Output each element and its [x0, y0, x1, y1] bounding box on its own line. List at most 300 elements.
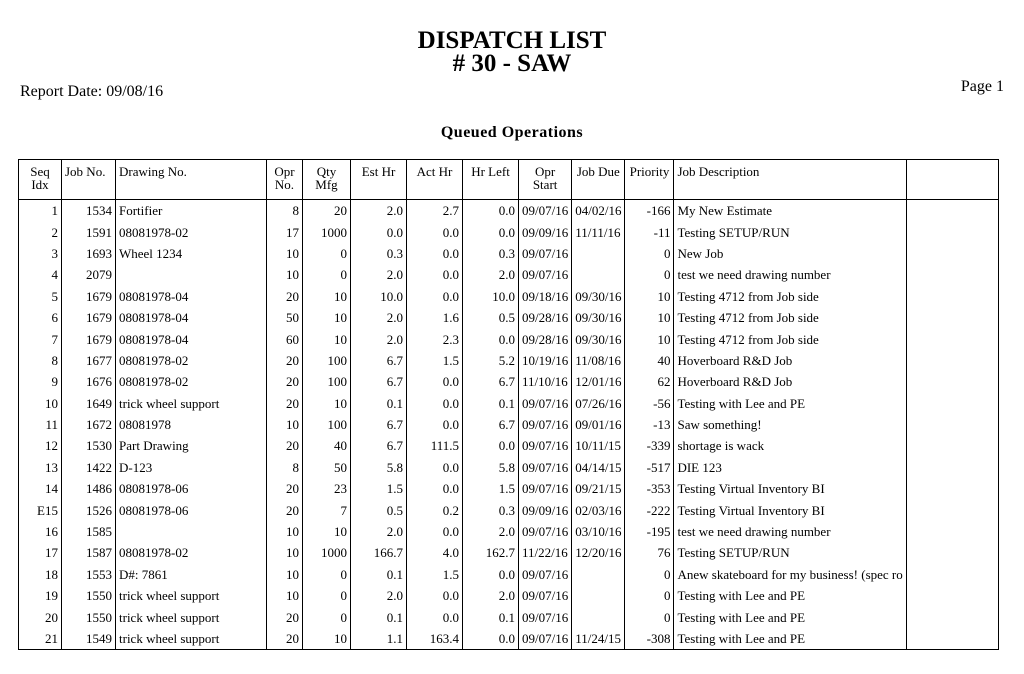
cell-job-due: [572, 606, 625, 627]
cell-act-hr: 0.0: [407, 606, 463, 627]
cell-qty-mfg: 100: [303, 350, 351, 371]
cell-est-hr: 1.1: [351, 628, 407, 650]
cell-extra: [906, 414, 998, 435]
cell-seq-idx: 17: [19, 542, 62, 563]
cell-job-description: DIE 123: [674, 457, 906, 478]
cell-est-hr: 166.7: [351, 542, 407, 563]
cell-job-description: Testing with Lee and PE: [674, 393, 906, 414]
cell-qty-mfg: 1000: [303, 542, 351, 563]
table-row: [19, 542, 999, 563]
cell-opr-start: 09/07/16: [519, 585, 572, 606]
cell-est-hr: 0.1: [351, 564, 407, 585]
cell-seq-idx: 1: [19, 200, 62, 222]
table-row: [19, 264, 999, 285]
cell-priority: 62: [625, 371, 674, 392]
cell-opr-no: 20: [267, 350, 303, 371]
cell-job-no: 1549: [62, 628, 116, 650]
cell-opr-no: 20: [267, 393, 303, 414]
cell-act-hr: 1.5: [407, 564, 463, 585]
cell-priority: 76: [625, 542, 674, 563]
header-extra: [906, 160, 998, 200]
cell-qty-mfg: 1000: [303, 221, 351, 242]
cell-extra: [906, 307, 998, 328]
cell-job-no: 1530: [62, 435, 116, 456]
cell-qty-mfg: 0: [303, 564, 351, 585]
cell-opr-no: 10: [267, 542, 303, 563]
cell-act-hr: 163.4: [407, 628, 463, 650]
cell-opr-start: 09/07/16: [519, 200, 572, 222]
cell-priority: 0: [625, 264, 674, 285]
cell-qty-mfg: 0: [303, 264, 351, 285]
cell-qty-mfg: 7: [303, 499, 351, 520]
cell-seq-idx: 21: [19, 628, 62, 650]
table-row: [19, 243, 999, 264]
cell-opr-start: 09/07/16: [519, 435, 572, 456]
cell-job-description: Testing with Lee and PE: [674, 606, 906, 627]
cell-job-description: Testing 4712 from Job side: [674, 307, 906, 328]
cell-hr-left: 2.0: [463, 585, 519, 606]
cell-est-hr: 2.0: [351, 585, 407, 606]
table-body: [19, 200, 999, 650]
cell-est-hr: 2.0: [351, 307, 407, 328]
table-row: [19, 393, 999, 414]
cell-opr-no: 10: [267, 414, 303, 435]
cell-job-no: 1534: [62, 200, 116, 222]
table-row: [19, 564, 999, 585]
cell-hr-left: 0.1: [463, 393, 519, 414]
cell-drawing-no: D#: 7861: [116, 564, 267, 585]
header-hr-left: Hr Left: [463, 160, 519, 200]
cell-job-due: 10/11/15: [572, 435, 625, 456]
cell-extra: [906, 328, 998, 349]
cell-opr-start: 11/22/16: [519, 542, 572, 563]
cell-hr-left: 0.0: [463, 200, 519, 222]
cell-seq-idx: 19: [19, 585, 62, 606]
header-act-hr: Act Hr: [407, 160, 463, 200]
dispatch-table: [18, 159, 999, 650]
cell-hr-left: 0.0: [463, 221, 519, 242]
section-title: Queued Operations: [440, 124, 584, 141]
header-drawing-no: Drawing No.: [116, 160, 267, 200]
cell-opr-no: 20: [267, 478, 303, 499]
cell-est-hr: 0.5: [351, 499, 407, 520]
cell-job-due: [572, 585, 625, 606]
cell-opr-no: 20: [267, 286, 303, 307]
cell-act-hr: 2.7: [407, 200, 463, 222]
table-row: [19, 457, 999, 478]
cell-opr-no: 10: [267, 243, 303, 264]
table-row: [19, 286, 999, 307]
cell-seq-idx: 7: [19, 328, 62, 349]
cell-job-due: 04/02/16: [572, 200, 625, 222]
cell-opr-no: 20: [267, 499, 303, 520]
cell-act-hr: 2.3: [407, 328, 463, 349]
cell-seq-idx: 16: [19, 521, 62, 542]
cell-job-due: 12/20/16: [572, 542, 625, 563]
cell-qty-mfg: 10: [303, 286, 351, 307]
cell-est-hr: 2.0: [351, 328, 407, 349]
cell-job-description: Testing with Lee and PE: [674, 585, 906, 606]
cell-drawing-no: 08081978-04: [116, 286, 267, 307]
cell-opr-no: 60: [267, 328, 303, 349]
cell-job-no: 1591: [62, 221, 116, 242]
cell-seq-idx: E15: [19, 499, 62, 520]
cell-opr-start: 09/07/16: [519, 606, 572, 627]
cell-qty-mfg: 40: [303, 435, 351, 456]
cell-opr-start: 09/07/16: [519, 478, 572, 499]
cell-drawing-no: 08081978-02: [116, 371, 267, 392]
cell-qty-mfg: 0: [303, 585, 351, 606]
cell-opr-start: 09/07/16: [519, 628, 572, 650]
cell-opr-start: 09/09/16: [519, 221, 572, 242]
cell-drawing-no: trick wheel support: [116, 393, 267, 414]
cell-extra: [906, 606, 998, 627]
cell-hr-left: 6.7: [463, 414, 519, 435]
cell-job-description: Testing 4712 from Job side: [674, 286, 906, 307]
cell-drawing-no: [116, 521, 267, 542]
cell-job-description: Testing SETUP/RUN: [674, 221, 906, 242]
table-row: [19, 371, 999, 392]
cell-extra: [906, 350, 998, 371]
cell-qty-mfg: 100: [303, 414, 351, 435]
cell-qty-mfg: 20: [303, 200, 351, 222]
cell-opr-no: 10: [267, 564, 303, 585]
cell-est-hr: 2.0: [351, 264, 407, 285]
cell-opr-start: 10/19/16: [519, 350, 572, 371]
cell-extra: [906, 393, 998, 414]
cell-drawing-no: 08081978-02: [116, 542, 267, 563]
cell-opr-start: 09/09/16: [519, 499, 572, 520]
cell-job-description: test we need drawing number: [674, 264, 906, 285]
cell-opr-start: 09/07/16: [519, 457, 572, 478]
cell-priority: -13: [625, 414, 674, 435]
cell-seq-idx: 9: [19, 371, 62, 392]
cell-job-due: [572, 243, 625, 264]
report-title: DISPATCH LIST: [417, 27, 607, 54]
cell-seq-idx: 18: [19, 564, 62, 585]
cell-drawing-no: Part Drawing: [116, 435, 267, 456]
cell-job-due: 03/10/16: [572, 521, 625, 542]
cell-qty-mfg: 23: [303, 478, 351, 499]
table-row: [19, 521, 999, 542]
cell-opr-no: 17: [267, 221, 303, 242]
cell-priority: -11: [625, 221, 674, 242]
cell-est-hr: 6.7: [351, 371, 407, 392]
cell-job-due: 02/03/16: [572, 499, 625, 520]
cell-extra: [906, 585, 998, 606]
cell-job-description: Testing SETUP/RUN: [674, 542, 906, 563]
cell-act-hr: 0.0: [407, 371, 463, 392]
header-seq-idx: Seq Idx: [19, 160, 62, 200]
cell-act-hr: 0.0: [407, 286, 463, 307]
cell-qty-mfg: 10: [303, 328, 351, 349]
cell-qty-mfg: 10: [303, 307, 351, 328]
cell-drawing-no: Wheel 1234: [116, 243, 267, 264]
cell-opr-start: 09/07/16: [519, 243, 572, 264]
cell-job-no: 1672: [62, 414, 116, 435]
cell-opr-no: 8: [267, 457, 303, 478]
cell-job-due: [572, 264, 625, 285]
cell-job-description: Testing Virtual Inventory BI: [674, 499, 906, 520]
cell-job-due: 11/11/16: [572, 221, 625, 242]
cell-seq-idx: 11: [19, 414, 62, 435]
cell-opr-no: 20: [267, 606, 303, 627]
cell-drawing-no: [116, 264, 267, 285]
cell-act-hr: 4.0: [407, 542, 463, 563]
cell-act-hr: 0.0: [407, 478, 463, 499]
report-subtitle: # 30 - SAW: [452, 50, 572, 77]
cell-opr-no: 8: [267, 200, 303, 222]
cell-extra: [906, 478, 998, 499]
cell-hr-left: 0.3: [463, 499, 519, 520]
cell-extra: [906, 542, 998, 563]
cell-opr-start: 09/07/16: [519, 564, 572, 585]
cell-job-no: 1679: [62, 286, 116, 307]
cell-job-due: 11/24/15: [572, 628, 625, 650]
cell-act-hr: 0.0: [407, 393, 463, 414]
cell-est-hr: 0.1: [351, 393, 407, 414]
header-qty-mfg: Qty Mfg: [303, 160, 351, 200]
cell-job-no: 1585: [62, 521, 116, 542]
cell-seq-idx: 5: [19, 286, 62, 307]
cell-act-hr: 0.0: [407, 457, 463, 478]
cell-seq-idx: 4: [19, 264, 62, 285]
cell-opr-no: 10: [267, 264, 303, 285]
cell-seq-idx: 3: [19, 243, 62, 264]
cell-act-hr: 1.6: [407, 307, 463, 328]
cell-priority: -56: [625, 393, 674, 414]
table-row: [19, 435, 999, 456]
table-row: [19, 628, 999, 650]
page-number: Page 1: [960, 78, 1004, 95]
table-row: [19, 414, 999, 435]
cell-hr-left: 6.7: [463, 371, 519, 392]
cell-job-no: 1677: [62, 350, 116, 371]
cell-priority: 10: [625, 286, 674, 307]
cell-job-description: Testing 4712 from Job side: [674, 328, 906, 349]
cell-extra: [906, 499, 998, 520]
header-priority: Priority: [625, 160, 674, 200]
cell-job-no: 1526: [62, 499, 116, 520]
cell-qty-mfg: 10: [303, 521, 351, 542]
cell-extra: [906, 264, 998, 285]
cell-job-due: 12/01/16: [572, 371, 625, 392]
cell-drawing-no: 08081978-06: [116, 478, 267, 499]
cell-extra: [906, 435, 998, 456]
cell-priority: 0: [625, 564, 674, 585]
cell-job-no: 1649: [62, 393, 116, 414]
cell-hr-left: 0.0: [463, 564, 519, 585]
table-row: [19, 585, 999, 606]
table-row: [19, 307, 999, 328]
cell-job-description: New Job: [674, 243, 906, 264]
table-row: [19, 499, 999, 520]
cell-job-due: 09/30/16: [572, 286, 625, 307]
table-row: [19, 350, 999, 371]
cell-qty-mfg: 100: [303, 371, 351, 392]
cell-hr-left: 1.5: [463, 478, 519, 499]
cell-job-due: [572, 564, 625, 585]
cell-qty-mfg: 0: [303, 606, 351, 627]
cell-job-no: 2079: [62, 264, 116, 285]
cell-hr-left: 0.0: [463, 628, 519, 650]
header-opr-no: Opr No.: [267, 160, 303, 200]
cell-job-description: Hoverboard R&D Job: [674, 350, 906, 371]
cell-hr-left: 2.0: [463, 521, 519, 542]
cell-act-hr: 0.0: [407, 264, 463, 285]
cell-est-hr: 10.0: [351, 286, 407, 307]
cell-est-hr: 0.0: [351, 221, 407, 242]
header-row: [19, 160, 999, 200]
cell-job-description: Testing Virtual Inventory BI: [674, 478, 906, 499]
cell-opr-start: 09/07/16: [519, 393, 572, 414]
cell-seq-idx: 8: [19, 350, 62, 371]
cell-job-no: 1679: [62, 307, 116, 328]
cell-drawing-no: Fortifier: [116, 200, 267, 222]
cell-drawing-no: 08081978-04: [116, 328, 267, 349]
cell-job-due: 11/08/16: [572, 350, 625, 371]
cell-priority: -339: [625, 435, 674, 456]
cell-act-hr: 0.0: [407, 221, 463, 242]
cell-priority: -222: [625, 499, 674, 520]
cell-opr-start: 11/10/16: [519, 371, 572, 392]
cell-est-hr: 6.7: [351, 435, 407, 456]
cell-act-hr: 111.5: [407, 435, 463, 456]
cell-job-no: 1550: [62, 585, 116, 606]
header-opr-start: Opr Start: [519, 160, 572, 200]
cell-opr-start: 09/28/16: [519, 307, 572, 328]
cell-hr-left: 0.5: [463, 307, 519, 328]
cell-job-no: 1676: [62, 371, 116, 392]
cell-opr-start: 09/28/16: [519, 328, 572, 349]
cell-seq-idx: 10: [19, 393, 62, 414]
cell-priority: 0: [625, 243, 674, 264]
cell-qty-mfg: 10: [303, 628, 351, 650]
cell-hr-left: 2.0: [463, 264, 519, 285]
cell-job-due: 09/21/15: [572, 478, 625, 499]
table-row: [19, 200, 999, 222]
cell-est-hr: 2.0: [351, 521, 407, 542]
cell-priority: -166: [625, 200, 674, 222]
cell-est-hr: 6.7: [351, 350, 407, 371]
cell-job-description: My New Estimate: [674, 200, 906, 222]
cell-job-description: Hoverboard R&D Job: [674, 371, 906, 392]
cell-drawing-no: 08081978: [116, 414, 267, 435]
header-job-description: Job Description: [674, 160, 906, 200]
cell-job-no: 1486: [62, 478, 116, 499]
cell-job-no: 1422: [62, 457, 116, 478]
cell-drawing-no: trick wheel support: [116, 585, 267, 606]
cell-hr-left: 0.1: [463, 606, 519, 627]
cell-job-no: 1587: [62, 542, 116, 563]
cell-extra: [906, 243, 998, 264]
cell-job-due: 09/30/16: [572, 307, 625, 328]
cell-extra: [906, 564, 998, 585]
cell-drawing-no: 08081978-02: [116, 350, 267, 371]
cell-qty-mfg: 50: [303, 457, 351, 478]
cell-opr-no: 50: [267, 307, 303, 328]
cell-priority: -353: [625, 478, 674, 499]
table-row: [19, 221, 999, 242]
cell-drawing-no: 08081978-04: [116, 307, 267, 328]
cell-extra: [906, 200, 998, 222]
cell-act-hr: 1.5: [407, 350, 463, 371]
cell-seq-idx: 20: [19, 606, 62, 627]
cell-job-description: Anew skateboard for my business! (spec ro: [674, 564, 906, 585]
header-job-due: Job Due: [572, 160, 625, 200]
cell-est-hr: 2.0: [351, 200, 407, 222]
cell-hr-left: 5.2: [463, 350, 519, 371]
cell-hr-left: 162.7: [463, 542, 519, 563]
table-row: [19, 606, 999, 627]
cell-drawing-no: trick wheel support: [116, 628, 267, 650]
cell-job-description: shortage is wack: [674, 435, 906, 456]
cell-priority: -308: [625, 628, 674, 650]
header-job-no: Job No.: [62, 160, 116, 200]
cell-hr-left: 0.3: [463, 243, 519, 264]
table-row: [19, 328, 999, 349]
cell-extra: [906, 457, 998, 478]
cell-opr-no: 10: [267, 585, 303, 606]
cell-extra: [906, 371, 998, 392]
cell-seq-idx: 2: [19, 221, 62, 242]
cell-priority: 0: [625, 585, 674, 606]
cell-priority: 10: [625, 307, 674, 328]
cell-est-hr: 6.7: [351, 414, 407, 435]
cell-opr-start: 09/07/16: [519, 414, 572, 435]
cell-extra: [906, 286, 998, 307]
cell-opr-no: 20: [267, 435, 303, 456]
cell-job-description: test we need drawing number: [674, 521, 906, 542]
cell-job-description: Testing with Lee and PE: [674, 628, 906, 650]
cell-est-hr: 1.5: [351, 478, 407, 499]
cell-seq-idx: 13: [19, 457, 62, 478]
cell-opr-start: 09/18/16: [519, 286, 572, 307]
cell-job-no: 1553: [62, 564, 116, 585]
cell-act-hr: 0.2: [407, 499, 463, 520]
cell-hr-left: 10.0: [463, 286, 519, 307]
cell-seq-idx: 12: [19, 435, 62, 456]
cell-opr-no: 20: [267, 628, 303, 650]
cell-opr-no: 20: [267, 371, 303, 392]
cell-act-hr: 0.0: [407, 585, 463, 606]
cell-est-hr: 0.3: [351, 243, 407, 264]
cell-seq-idx: 14: [19, 478, 62, 499]
report-date: Report Date: 09/08/16: [20, 83, 164, 100]
cell-drawing-no: 08081978-06: [116, 499, 267, 520]
cell-hr-left: 5.8: [463, 457, 519, 478]
cell-qty-mfg: 10: [303, 393, 351, 414]
cell-job-due: 09/01/16: [572, 414, 625, 435]
cell-job-no: 1679: [62, 328, 116, 349]
cell-hr-left: 0.0: [463, 328, 519, 349]
cell-est-hr: 0.1: [351, 606, 407, 627]
cell-opr-start: 09/07/16: [519, 264, 572, 285]
cell-job-description: Saw something!: [674, 414, 906, 435]
cell-priority: -517: [625, 457, 674, 478]
cell-job-due: 07/26/16: [572, 393, 625, 414]
cell-act-hr: 0.0: [407, 414, 463, 435]
cell-priority: 10: [625, 328, 674, 349]
cell-job-no: 1693: [62, 243, 116, 264]
cell-qty-mfg: 0: [303, 243, 351, 264]
cell-drawing-no: 08081978-02: [116, 221, 267, 242]
cell-drawing-no: D-123: [116, 457, 267, 478]
cell-act-hr: 0.0: [407, 521, 463, 542]
cell-priority: 0: [625, 606, 674, 627]
cell-seq-idx: 6: [19, 307, 62, 328]
cell-job-no: 1550: [62, 606, 116, 627]
